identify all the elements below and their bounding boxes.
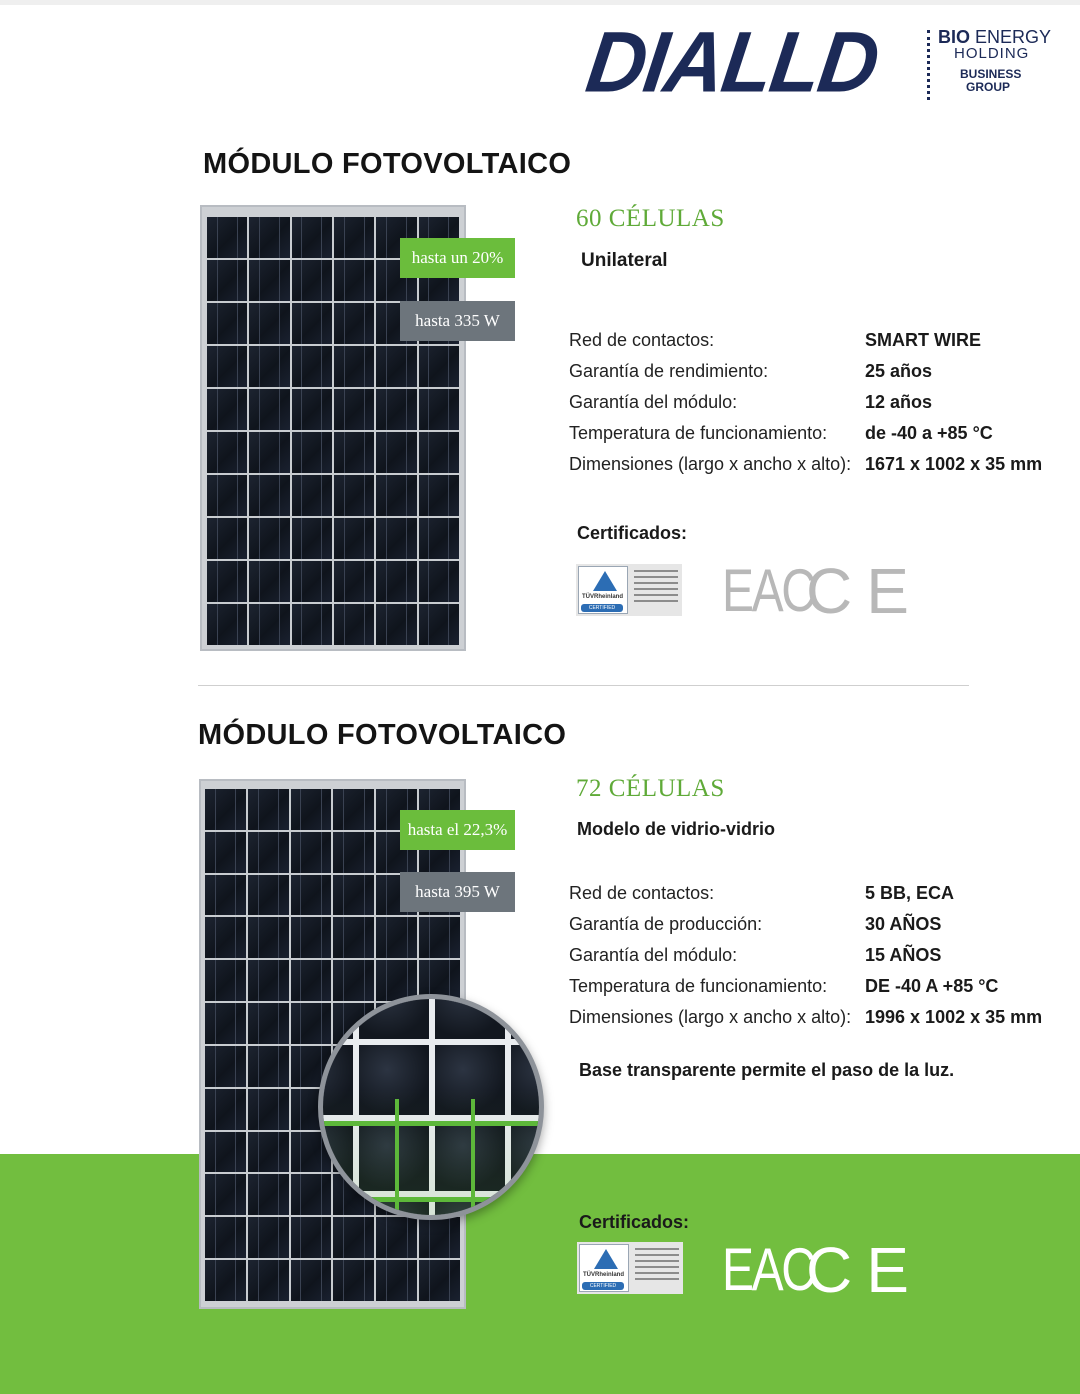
module2-spec-table (569, 878, 1042, 1033)
solar-cell (248, 832, 289, 873)
ce-mark-icon: CE (806, 555, 923, 627)
solar-cell (376, 1217, 417, 1258)
logo-business: BUSINESS (960, 67, 1022, 81)
solar-cell (249, 389, 289, 430)
solar-cell (248, 1217, 289, 1258)
solar-cell (419, 917, 460, 958)
solar-cell (205, 917, 246, 958)
solar-cell (249, 432, 289, 473)
solar-cell (376, 561, 416, 602)
spec-row: Garantía de rendimiento: 25 años (569, 361, 933, 381)
solar-cell (376, 475, 416, 516)
logo-holding: HOLDING (954, 45, 1030, 62)
solar-cell (207, 389, 247, 430)
solar-cell (334, 604, 374, 645)
solar-cell (419, 475, 459, 516)
solar-cell (334, 475, 374, 516)
module1-subheading: Unilateral (581, 250, 668, 271)
module2-title: MÓDULO FOTOVOLTAICO (198, 719, 567, 751)
solar-cell (207, 432, 247, 473)
solar-cell (248, 1089, 289, 1130)
solar-cell (334, 389, 374, 430)
spec-row: Garantía del módulo: 15 AÑOS (569, 945, 942, 965)
solar-cell (291, 1260, 332, 1301)
solar-cell (334, 561, 374, 602)
section-divider (198, 685, 969, 686)
solar-cell (249, 561, 289, 602)
solar-cell (292, 475, 332, 516)
solar-cell (291, 960, 332, 1001)
module1-spec-table (569, 325, 1042, 480)
top-strip (0, 0, 1080, 5)
solar-cell (334, 518, 374, 559)
solar-cell (376, 604, 416, 645)
solar-cell (249, 475, 289, 516)
solar-cell (334, 303, 374, 344)
solar-cell (248, 1132, 289, 1173)
solar-cell (248, 875, 289, 916)
solar-cell (249, 260, 289, 301)
solar-cell (333, 875, 374, 916)
solar-cell (291, 832, 332, 873)
spec-row: Garantía de producción: 30 AÑOS (569, 914, 942, 934)
eac-mark-icon: EAC (722, 1236, 814, 1303)
solar-cell (334, 217, 374, 258)
module1-title: MÓDULO FOTOVOLTAICO (203, 148, 572, 180)
solar-cell (205, 1260, 246, 1301)
solar-cell (376, 1260, 417, 1301)
spec-row: Temperatura de funcionamiento: de -40 a +85 °C (569, 423, 993, 443)
module2-transparency-note: Base transparente permite el paso de la luz. (579, 1060, 955, 1080)
module1-power-badge: hasta 335 W (400, 301, 515, 341)
solar-cell (291, 917, 332, 958)
spec-row: Red de contactos: 5 BB, ECA (569, 883, 955, 903)
solar-cell (249, 217, 289, 258)
solar-cell (207, 604, 247, 645)
solar-cell (207, 561, 247, 602)
solar-cell (333, 917, 374, 958)
solar-cell (334, 260, 374, 301)
solar-cell (205, 1046, 246, 1087)
solar-cell (205, 789, 246, 830)
solar-cell (207, 475, 247, 516)
solar-cell (292, 260, 332, 301)
ce-mark-icon: CE (806, 1234, 923, 1306)
solar-cell (291, 875, 332, 916)
logo-separator (927, 30, 930, 100)
solar-cell (207, 346, 247, 387)
module2-cells-heading: 72 CÉLULAS (576, 775, 725, 802)
solar-cell (376, 917, 417, 958)
solar-cell (248, 1260, 289, 1301)
solar-cell (292, 303, 332, 344)
solar-cell (419, 604, 459, 645)
solar-cell (248, 1174, 289, 1215)
solar-cell (419, 1260, 460, 1301)
solar-cell (419, 1217, 460, 1258)
spec-row: Temperatura de funcionamiento: DE -40 A +85 °C (569, 976, 999, 996)
solar-cell (207, 303, 247, 344)
module1-cert-label: Certificados: (577, 523, 688, 543)
solar-cell (334, 432, 374, 473)
solar-cell (419, 389, 459, 430)
magnified-glass-detail (318, 994, 544, 1220)
solar-cell (205, 960, 246, 1001)
solar-cell (249, 303, 289, 344)
solar-cell (292, 518, 332, 559)
solar-cell (249, 346, 289, 387)
solar-cell (248, 789, 289, 830)
solar-cell (292, 432, 332, 473)
solar-cell (205, 832, 246, 873)
solar-cell (205, 1217, 246, 1258)
spec-row: Dimensiones (largo x ancho x alto): 1671 x 1002 x 35 mm (569, 454, 1043, 474)
module2-cert-label: Certificados: (579, 1212, 690, 1232)
solar-cell (419, 561, 459, 602)
module1-cells-heading: 60 CÉLULAS (576, 205, 725, 232)
brand-logo (581, 14, 1054, 111)
module2-subheading: Modelo de vidrio-vidrio (577, 819, 776, 839)
module2-power-badge: hasta 395 W (400, 872, 515, 912)
solar-cell (376, 389, 416, 430)
module2-efficiency-badge: hasta el 22,3% (400, 810, 515, 850)
solar-cell (334, 346, 374, 387)
solar-cell (248, 1003, 289, 1044)
solar-cell (419, 432, 459, 473)
solar-cell (248, 960, 289, 1001)
solar-cell (333, 1217, 374, 1258)
spec-row: Dimensiones (largo x ancho x alto): 1996 x 1002 x 35 mm (569, 1007, 1043, 1027)
brand-wordmark: DIALLD (581, 14, 884, 111)
solar-cell (207, 217, 247, 258)
solar-cell (291, 789, 332, 830)
solar-cell (205, 1003, 246, 1044)
solar-cell (333, 960, 374, 1001)
spec-row: Red de contactos: SMART WIRE (569, 330, 981, 350)
solar-cell (292, 389, 332, 430)
solar-cell (291, 1217, 332, 1258)
solar-cell (249, 604, 289, 645)
solar-cell (333, 789, 374, 830)
solar-cell (419, 518, 459, 559)
solar-cell (205, 875, 246, 916)
logo-group: GROUP (966, 80, 1011, 94)
module1-cell-grid (207, 217, 459, 645)
solar-cell (292, 217, 332, 258)
solar-cell (333, 832, 374, 873)
solar-cell (292, 561, 332, 602)
solar-cell (249, 518, 289, 559)
solar-cell (292, 604, 332, 645)
spec-row: Garantía del módulo: 12 años (569, 392, 933, 412)
solar-cell (376, 518, 416, 559)
solar-cell (376, 432, 416, 473)
eac-mark-icon: EAC (722, 557, 814, 624)
logo-bio-energy: BIO ENERGY (938, 27, 1052, 47)
tuv-certified-icon: TÜVRheinland CERTIFIED (576, 564, 682, 616)
module1-efficiency-badge: hasta un 20% (400, 238, 515, 278)
solar-cell (207, 260, 247, 301)
solar-cell (207, 518, 247, 559)
solar-cell (292, 346, 332, 387)
solar-cell (248, 917, 289, 958)
solar-cell (376, 346, 416, 387)
solar-cell (333, 1260, 374, 1301)
tuv-certified-icon: TÜVRheinland CERTIFIED (577, 1242, 683, 1294)
solar-cell (248, 1046, 289, 1087)
solar-cell (205, 1089, 246, 1130)
solar-cell (205, 1132, 246, 1173)
solar-cell (419, 346, 459, 387)
solar-cell (205, 1174, 246, 1215)
